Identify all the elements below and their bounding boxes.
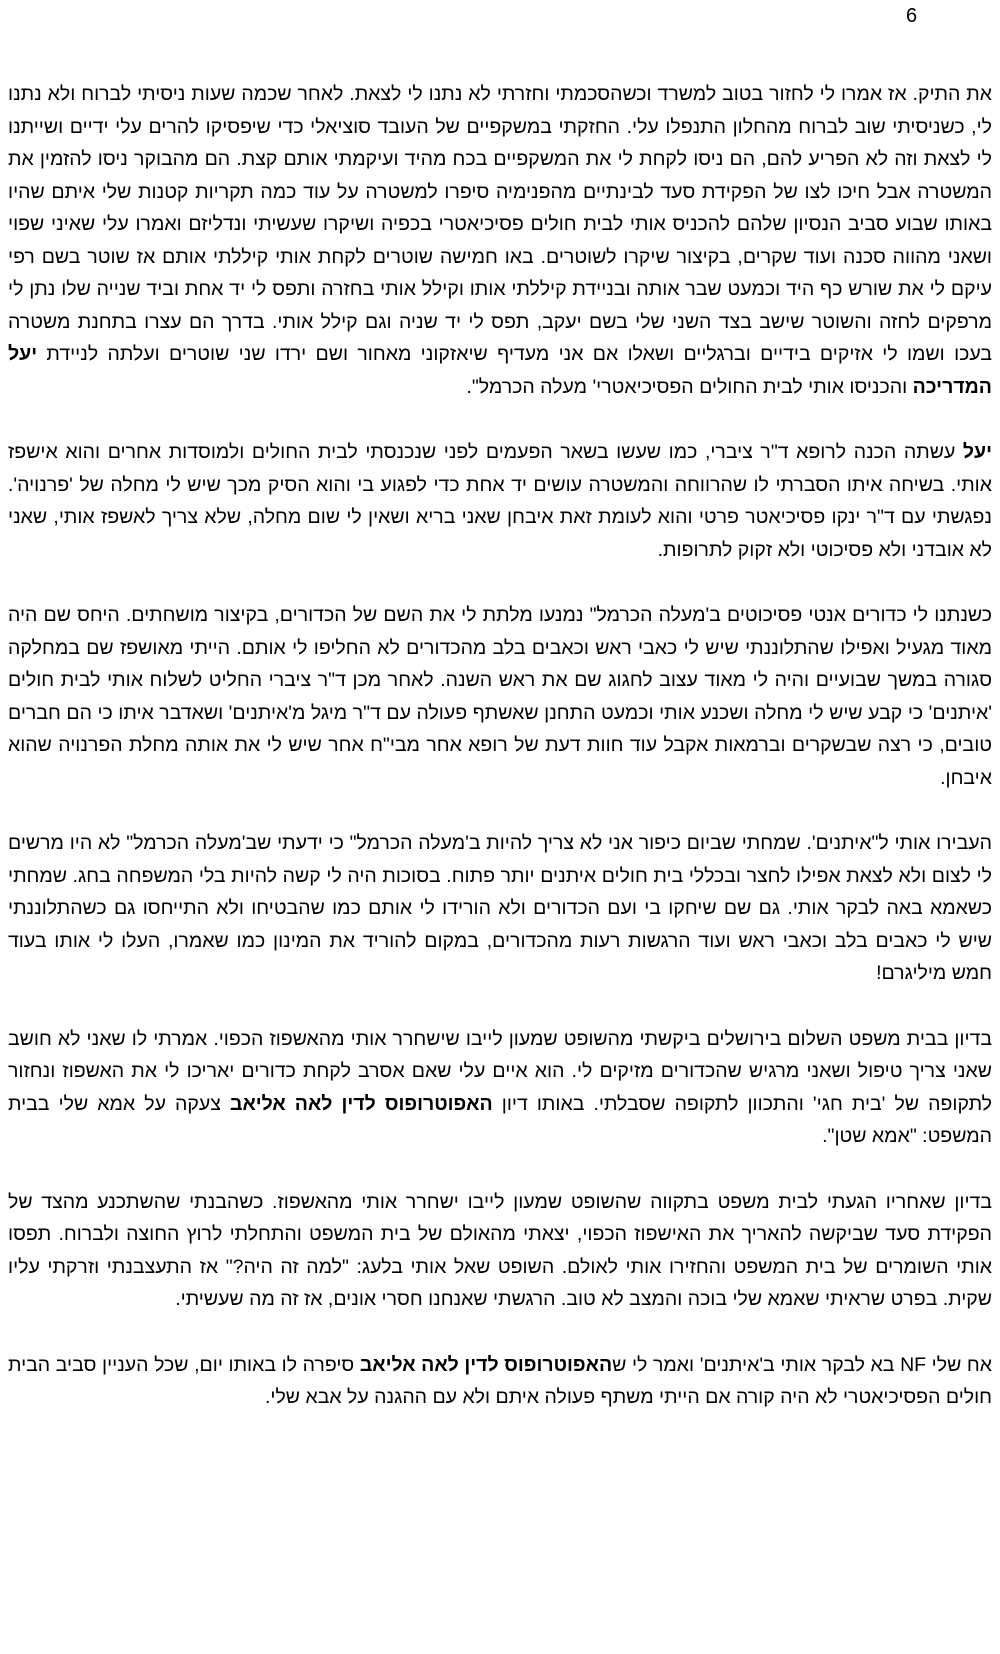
paragraph xyxy=(8,436,992,566)
text-run: את התיק. אז אמרו לי לחזור בטוב למשרד וכשהסכמתי וחזרתי לא נתנו לי לצאת. לאחר שכמה שעות ניסיתי לברוח ולא נתנו לי, כשניסיתי שוב לברוח מהחלון התנפלו עלי. החזקתי במשקפיים של העובד סוציאלי כדי שיפסיקו להרים עלי ידיים ושייתנו לי לצאת וזה לא הפריע להם, הם ניסו לקחת לי את המשקפיים בכח מהיד ועיקמתי אותם קצת. הם מהבוקר ניסו להזמין את המשטרה אבל חיכו לצו של הפקידת סעד לבינתיים מהפנימיה סיפרו למשטרה על עוד כמה תקריות קטנות שלי איתם שהיו באותו שבוע סביב הנסיון שלהם להכניס אותי לבית חולים פסיכיאטרי בכפיה ושיקרו שעשיתי ונדליזם ואמרו עלי שאיני שפוי ושאני מהווה סכנה ועוד שקרים, בקיצור שיקרו לשוטרים. באו חמישה שוטרים לקחת אותי קיללתי אותם אז שוטר בשם רפי עיקם לי את שורש כף היד וכמעט שבר אותה ובניידת קיללתי אותו וקילל אותי בחזרה ותפס לי יד אחת וביד שנייה שלו נתן לי מרפקים לחזה והשוטר שישב בצד השני שלי בשם יעקב, תפס לי יד שניה וגם קילל אותי. בדרך הם עצרו בתחנת משטרה בעכו ושמו לי אזיקים בידיים וברגליים ושאלו אם אני מעדיף שיאזקוני מאחור ושם ירדו שני שוטרים ועלתה לניידת xyxy=(8,83,992,365)
paragraph xyxy=(8,827,992,990)
bold-text-run: יעל xyxy=(962,441,992,463)
text-run: כשנתנו לי כדורים אנטי פסיכוטים ב'מעלה הכרמל" נמנעו מלתת לי את השם של הכדורים, בקיצור מושחתים. היחס שם היה מאוד מגעיל ואפילו שהתלוננתי שיש לי כאבי ראש וכאבים בלב מהכדורים לא החליפו לי אותם. הייתי מאושפז שם במחלקה סגורה במשך שבועיים והיה לי מאוד עצוב לחגוג שם את ראש השנה. לאחר מכן ד"ר ציברי החליט לשלוח אותי לבית חולים 'איתנים' כי קבע שיש לי מחלה ושכנע אותי וכמעט התחנן שאשתף פעולה עם ד"ר מיגל מ'איתנים' ושאדבר איתו כי הם חברים טובים, כי רצה שבשקרים וברמאות אקבל עוד חוות דעת של רופא אחר מבי"ח אחר שיש לי את אותה מחלת הפרנויה שהוא איבחן. xyxy=(8,604,992,789)
text-run: בדיון שאחריו הגעתי לבית משפט בתקווה שהשופט שמעון לייבו ישחרר אותי מהאשפוז. כשהבנתי שהשתכנע מהצד של הפקידת סעד שביקשה להאריך את האישפוז הכפוי, יצאתי מהאולם של בית המשפט והתחלתי לרוץ החוצה ולברוח. תפסו אותי השומרים של בית המשפט והחזירו אותי לאולם. השופט שאל אותי בלעג: "למה זה היה?" אז התעצבנתי וזרקתי עליו שקית. בפרט שראיתי שאמא שלי בוכה והמצב לא טוב. הרגשתי שאנחנו חסרי אונים, אז זה מה שעשיתי. xyxy=(8,1190,992,1310)
text-run: העבירו אותי ל"איתנים'. שמחתי שביום כיפור אני לא צריך להיות ב'מעלה הכרמל" כי ידעתי שב'מעלה הכרמל" לא היו מרשים לי לצום ולא לצאת אפילו לחצר ובכללי בית חולים איתנים יותר פתוח. בסוכות היה לי קשה להיות בלי המשפחה בחג. שמחתי כשאמא באה לבקר אותי. גם שם שיחקו בי ועם הכדורים ולא הורידו לי אותם כמו שהבטיחו ולא התייחסו גם כשהתלוננתי שיש לי כאבים בלב וכאבי ראש ועוד הרגשות רעות מהכדורים, במקום להוריד את המינון כמו שאמרו, העלו לי אותו בעוד חמש מיליגרם! xyxy=(8,832,992,984)
text-run: אח שלי NF בא לבקר אותי ב'איתנים' ואמר לי ש xyxy=(612,1353,993,1376)
bold-text-run: יעל המדריכה xyxy=(8,343,992,398)
text-run: והכניסו אותי לבית החולים הפסיכיאטרי' מעלה הכרמל". xyxy=(466,375,913,398)
paragraph xyxy=(8,599,992,794)
paragraph xyxy=(8,1186,992,1316)
paragraph xyxy=(8,78,992,403)
text-run: צעקה על אמא שלי בבית המשפט: "אמא שטן". xyxy=(8,1092,992,1147)
text-run: עשתה הכנה לרופא ד"ר ציברי, כמו שעשו בשאר הפעמים לפני שנכנסתי לבית החולים ולמוסדות אחרים והוא אישפז אותי. בשיחה איתו הסברתי לו שהרווחה והמשטרה עושים יד אחת כדי לפגוע בי והוא הסיק מכך שיש לי מחלה של 'פרנויה'. נפגשתי עם ד"ר ינקו פסיכיאטר פרטי והוא לעומת זאת איבחן שאני בריא ושאין לי שום מחלה, שלא צריך לאשפז אותי, שאני לא אובדני ולא פסיכוטי ולא זקוק לתרופות. xyxy=(8,441,992,561)
paragraph xyxy=(8,1349,992,1414)
bold-text-run: האפוטרופוס לדין לאה אליאב xyxy=(359,1353,613,1376)
page-number: 6 xyxy=(906,5,918,27)
text-run: בדיון בבית משפט השלום בירושלים ביקשתי מהשופט שמעון לייבו שישחרר אותי מהאשפוז הכפוי. אמרתי לו שאני לא חושב שאני צריך טיפול ושאני מרגיש שהכדורים מזיקים לי. הוא איים עלי שאם אסרב לקחת כדורים יאריכו לי את האשפוז ונחזור לתקופה של 'בית חגי' והתכוון לתקופה שסבלתי. באותו דיון xyxy=(8,1027,992,1115)
document-body xyxy=(8,78,992,1414)
paragraph xyxy=(8,1023,992,1153)
text-run: סיפרה לו באותו יום, שכל העניין סביב הבית חולים הפסיכיאטרי לא היה קורה אם הייתי משתף פעולה איתם ולא עם ההגנה על אבא שלי. xyxy=(8,1353,992,1408)
bold-text-run: האפוטרופוס לדין לאה אליאב xyxy=(229,1092,493,1115)
